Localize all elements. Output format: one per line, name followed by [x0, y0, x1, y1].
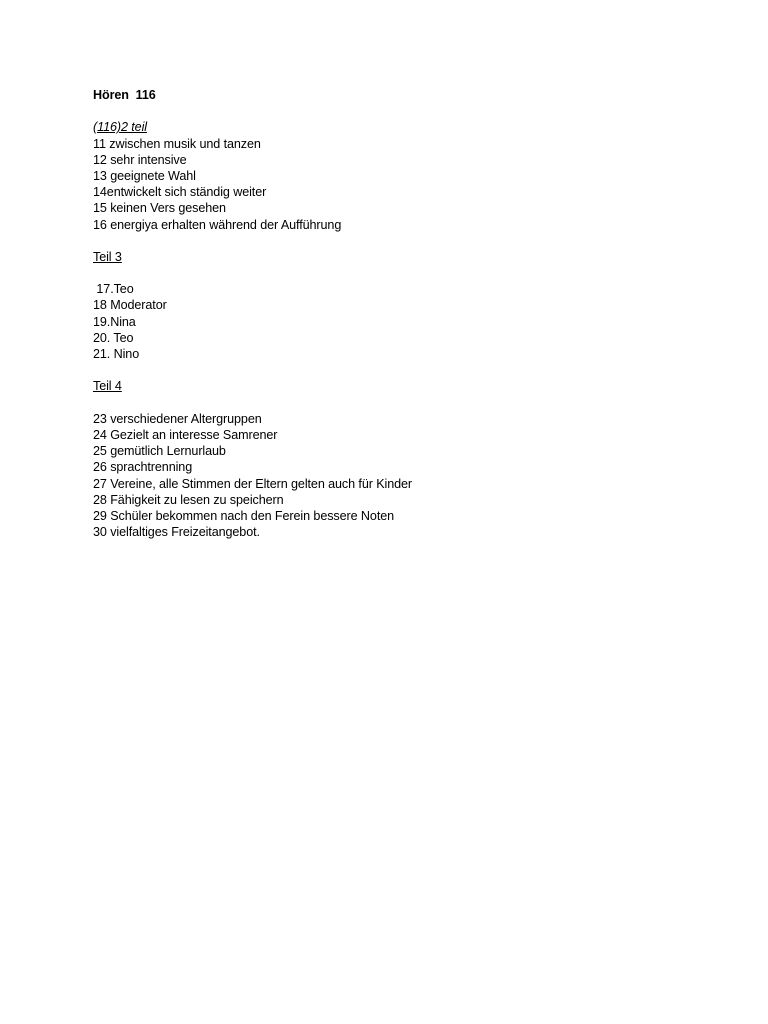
answer-line: 15 keinen Vers gesehen: [93, 201, 226, 216]
answer-line: 12 sehr intensive: [93, 152, 187, 167]
spacer: [93, 233, 713, 249]
answer-line: 21. Nino: [93, 347, 140, 361]
answer-line: 16 energiya erhalten während der Aufführung: [93, 217, 342, 232]
answer-line: 17.Teo: [93, 282, 134, 297]
section-teil-4: [93, 378, 713, 540]
spacer: [93, 362, 713, 378]
answer-line: 29 Schüler bekommen nach den Ferein bessere Noten: [93, 508, 395, 523]
answer-line: 19.Nina: [93, 314, 136, 329]
answer-line: 23 verschiedener Altergruppen: [93, 411, 262, 426]
section-heading: Teil 3: [93, 249, 122, 264]
answer-line: 14entwickelt sich ständig weiter: [93, 185, 267, 200]
section-heading: Teil 4: [93, 379, 122, 394]
section-heading: (116)2 teil: [93, 120, 147, 135]
spacer: [93, 265, 713, 281]
section-teil-2: [93, 119, 713, 232]
spacer: [93, 395, 713, 411]
spacer: [93, 103, 713, 119]
answer-line: 20. Teo: [93, 330, 134, 345]
document-page: [93, 87, 713, 540]
answer-line: 28 Fähigkeit zu lesen zu speichern: [93, 492, 284, 507]
answer-line: 18 Moderator: [93, 298, 167, 313]
answer-line: 11 zwischen musik und tanzen: [93, 136, 261, 151]
document-title: Hören 116: [93, 88, 156, 102]
answer-line: 25 gemütlich Lernurlaub: [93, 444, 226, 459]
section-teil-3: [93, 249, 713, 362]
answer-line: 13 geeignete Wahl: [93, 168, 196, 183]
answer-line: 24 Gezielt an interesse Samrener: [93, 427, 278, 442]
answer-line: 27 Vereine, alle Stimmen der Eltern gelten auch für Kinder: [93, 476, 413, 491]
answer-line: 26 sprachtrenning: [93, 460, 193, 475]
answer-line: 30 vielfaltiges Freizeitangebot.: [93, 525, 260, 540]
